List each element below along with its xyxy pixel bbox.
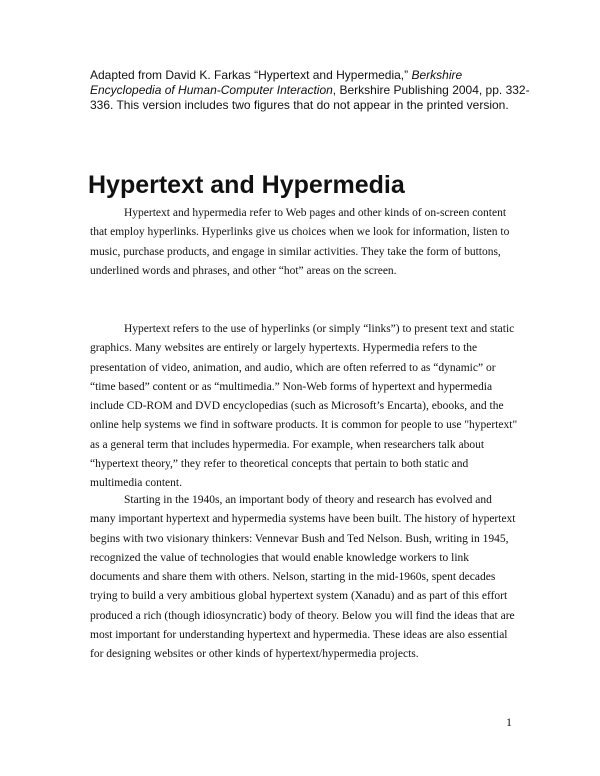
body-paragraph: Hypertext and hypermedia refer to Web pages and other kinds of on-screen content that employ hyperlinks. Hyperlinks give us choices when we look for information, listen to music, purchase products, and engage in similar activities. They take the form of buttons, underlined words and phrases, and other “hot” areas on the screen. bbox=[90, 207, 510, 277]
page-number: 1 bbox=[506, 715, 512, 729]
body-paragraph: Hypertext refers to the use of hyperlinks (or simply “links”) to present text and static graphics. Many websites are entirely or largely hypertexts. Hypermedia refers to the presentation of video, animation, and audio, which are often referred to as “dynamic” or “time based” content or as “multimedia.” Non-Web forms of hypertext and hypermedia include CD-ROM and DVD encyclopedias (such as Microsoft’s Encarta), ebooks, and the online help systems we find in software products. It is common for people to use "hypertext" as a general term that includes hypermedia. For example, when researchers talk about “hypertext theory,” they refer to theoretical concepts that pertain to both static and multimedia content. bbox=[90, 323, 518, 490]
article-title: Hypertext and Hypermedia bbox=[88, 171, 405, 199]
source-note-prefix: Adapted from David K. Farkas “Hypertext and Hypermedia,” bbox=[90, 68, 412, 82]
source-note-suffix: , Berkshire Publishing 2004, pp. 332-336. This version includes two figures that do not appear in the printed version. bbox=[90, 83, 530, 112]
source-note bbox=[90, 68, 530, 113]
source-note-book-title: Berkshire Encyclopedia of Human-Computer Interaction bbox=[90, 68, 463, 97]
body-paragraph: Starting in the 1940s, an important body of theory and research has evolved and many important hypertext and hypermedia systems have been built. The history of hypertext begins with two visionary thinkers: Vennevar Bush and Ted Nelson. Bush, writing in 1945, recognized the value of technologies that would enable knowledge workers to link documents and share them with others. Nelson, starting in the mid-1960s, spent decades trying to build a very ambitious global hypertext system (Xanadu) and as part of this effort produced a rich (though idiosyncratic) body of theory. Below you will find the ideas that are most important for understanding hypertext and hypermedia. These ideas are also essential for designing websites or other kinds of hypertext/hypermedia projects. bbox=[90, 494, 516, 661]
